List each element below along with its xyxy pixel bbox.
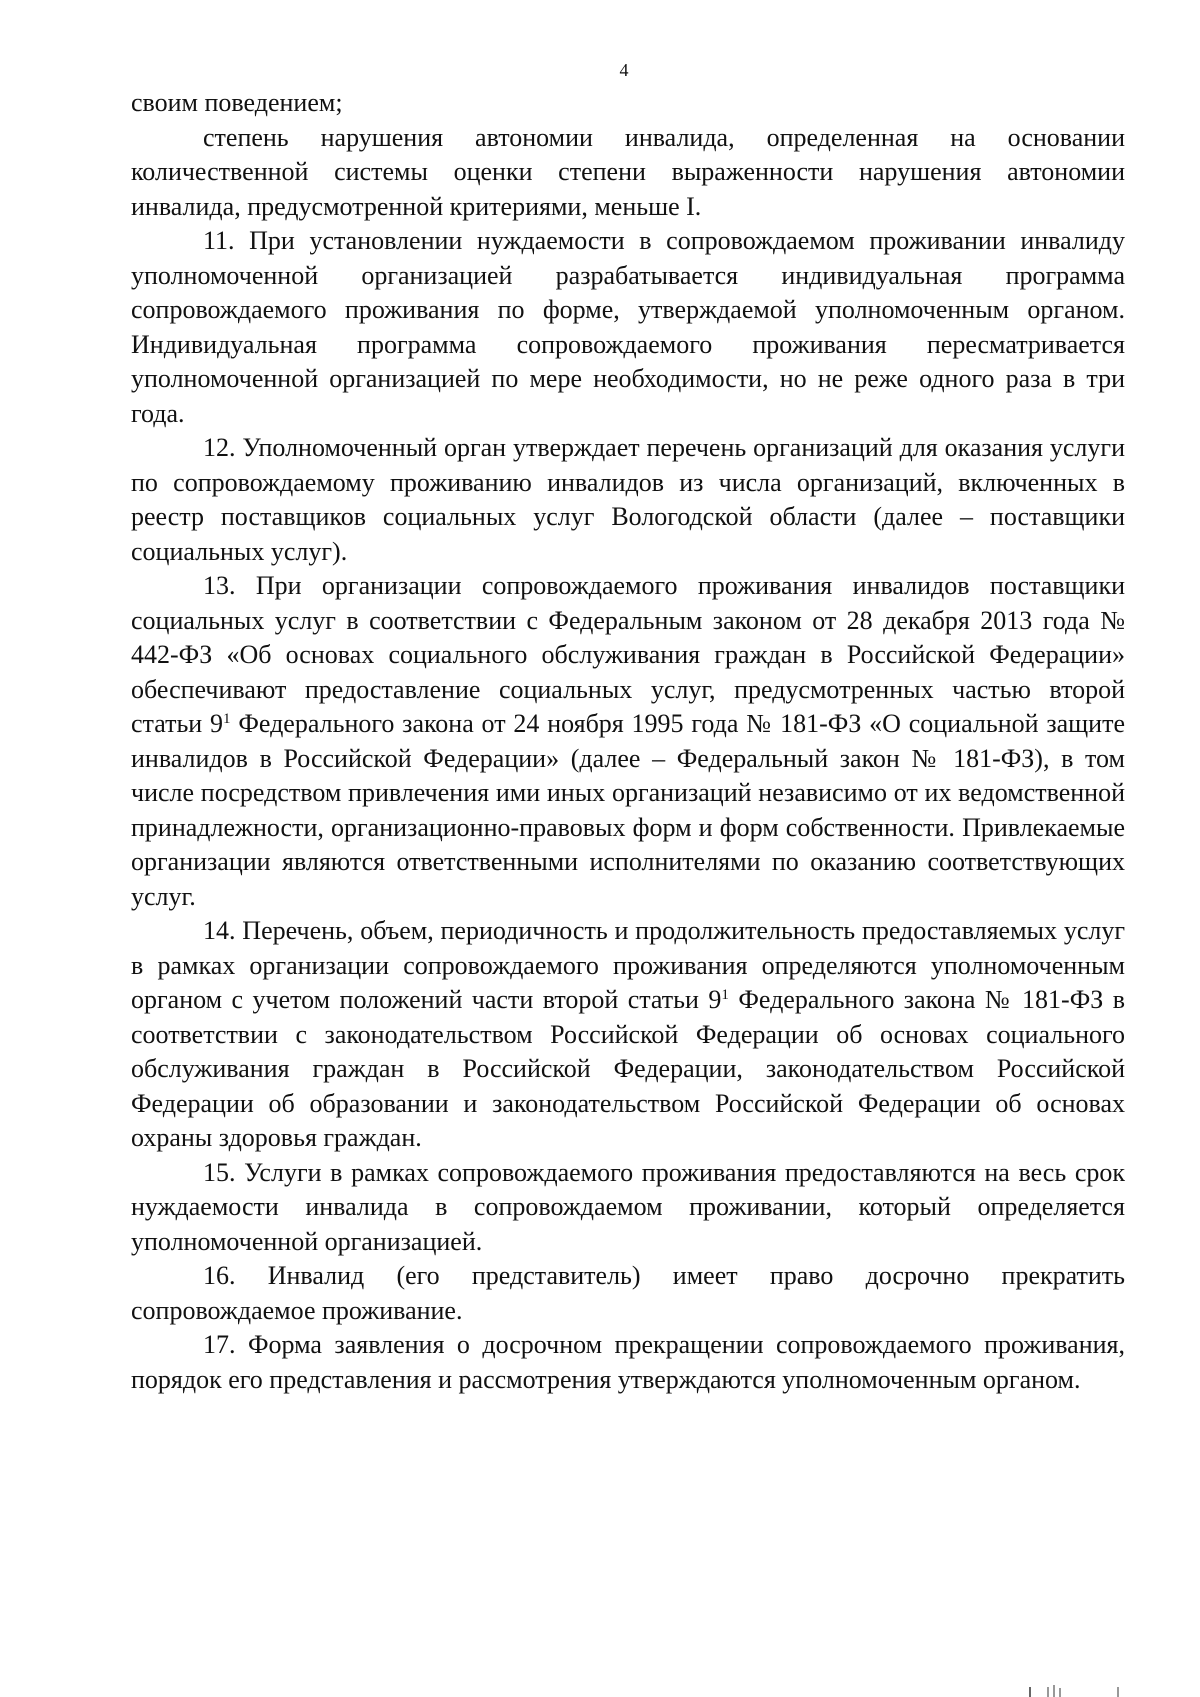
paragraph-autonomy-degree: степень нарушения автономии инвалида, определенная на основании количественной системы оценки степени выраженности нарушения автономии инвалида, предусмотренной критериями, меньше I. (131, 122, 1125, 221)
superscript-index: 1 (223, 711, 231, 727)
paragraph-continuation: своим поведением; (131, 88, 343, 117)
paragraph-11: 11. При установлении нуждаемости в сопровождаемом проживании инвалиду уполномоченной организацией разрабатывается индивидуальная программа сопровождаемого проживания по форме, утверждаемой уполномоченным органом. Индивидуальная программа сопровождаемого проживания пересматривается уполномоченной организацией по мере необходимости, но не реже одного раза в три года. (131, 226, 1125, 428)
paragraph-16: 16. Инвалид (его представитель) имеет право досрочно прекратить сопровождаемое проживание. (131, 1261, 1125, 1325)
paragraph-12: 12. Уполномоченный орган утверждает перечень организаций для оказания услуги по сопровождаемому проживанию инвалидов из числа организаций, включенных в реестр поставщиков социальных услуг Вологодской области (далее – поставщики социальных услуг). (131, 433, 1125, 566)
superscript-index: 1 (721, 987, 729, 1003)
document-body (131, 86, 1125, 1397)
paragraph-13-text-b: Федерального закона от 24 ноября 1995 года № 181-ФЗ «О социальной защите инвалидов в Российской Федерации» (далее – Федеральный закон № 181-ФЗ), в том числе посредством привлечения ими иных организаций независимо от их ведомственной принадлежности, организационно-правовых форм и форм собственности. Привлекаемые организации являются ответственными исполнителями по оказанию соответствующих услуг. (131, 709, 1125, 911)
paragraph-14 (131, 914, 1125, 1156)
paragraph-15: 15. Услуги в рамках сопровождаемого проживания предоставляются на весь срок нуждаемости инвалида в сопровождаемом проживании, который определяется уполномоченной организацией. (131, 1157, 1125, 1256)
paragraph-13 (131, 569, 1125, 914)
scan-edge-marks (1020, 1685, 1140, 1697)
paragraph-14-text-a: 14. Перечень, объем, периодичность и продолжительность предоставляемых услуг в рамках организации сопровождаемого проживания определяются уполномоченным органом с учетом положений части второй статьи 9 (131, 916, 1125, 1014)
paragraph-17: 17. Форма заявления о досрочном прекращении сопровождаемого проживания, порядок его представления и рассмотрения утверждаются уполномоченным органом. (131, 1330, 1125, 1394)
page-number: 4 (619, 60, 629, 80)
paragraph-13-text-a: 13. При организации сопровождаемого проживания инвалидов поставщики социальных услуг в соответствии с Федеральным законом от 28 декабря 2013 года № 442-ФЗ «Об основах социального обслуживания граждан в Российской Федерации» обеспечивают предоставление социальных услуг, предусмотренных частью второй статьи 9 (131, 571, 1125, 738)
paragraph-14-text-b: Федерального закона № 181-ФЗ в соответствии с законодательством Российской Федерации об основах социального обслуживания граждан в Российской Федерации, законодательством Российской Федерации об образовании и законодательством Российской Федерации об основах охраны здоровья граждан. (131, 985, 1125, 1152)
